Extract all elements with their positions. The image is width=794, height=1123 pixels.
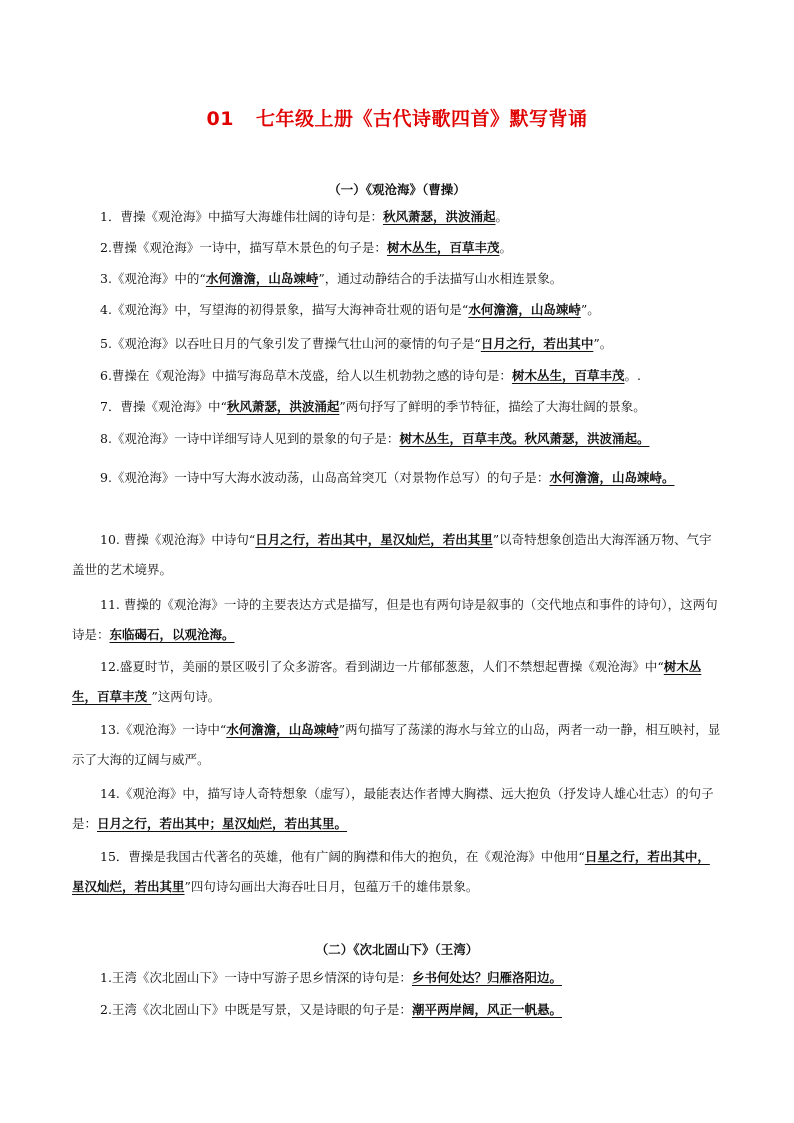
section-heading-1: （一）《观沧海》（曹操） [328,182,466,197]
question-item: 15．曹操是我国古代著名的英雄，他有广阔的胸襟和伟大的抱负，在《观沧海》中他用“日星之行，若出其中，星汉灿烂，若出其里”四句诗勾画出大海吞吐日月，包蕴万千的雄伟景象。 [72,849,710,894]
answer: 东临碣石，以观沧海。 [109,627,235,642]
question-item: 1.王湾《次北固山下》一诗中写游子思乡情深的诗句是：乡书何处达？归雁洛阳边。 [100,970,562,985]
question-item: 8.《观沧海》一诗中详细写诗人见到的景象的句子是：树木丛生，百草丰茂。秋风萧瑟，洪波涌起。 [100,431,650,446]
answer: 日月之行，若出其中，星汉灿烂，若出其里 [255,532,493,547]
question-item: 3.《观沧海》中的“水何澹澹，山岛竦峙”，通过动静结合的手法描写山水相连景象。 [100,271,563,286]
question-item: 13.《观沧海》一诗中“水何澹澹，山岛竦峙”两句描写了荡漾的海水与耸立的山岛，两者一动一静，相互映衬，显示了大海的辽阔与威严。 [72,722,721,767]
answer: 水何澹澹，山岛竦峙 [205,271,319,286]
answer: 树木丛生，百草丰茂。秋风萧瑟，洪波涌起。 [399,431,650,446]
title-number: 01 [206,108,234,130]
page-title [0,104,794,131]
answer: 水何澹澹，山岛竦峙 [468,302,581,317]
answer: 乡书何处达？归雁洛阳边。 [411,970,562,985]
answer: 日星之行，若出其中，星汉灿烂，若出其里 [72,849,710,894]
answer: 日月之行，若出其中；星汉灿烂，若出其里。 [97,816,348,831]
question-item: 11. 曹操的《观沧海》一诗的主要表达方式是描写，但是也有两句诗是叙事的（交代地点和事件的诗句），这两句诗是：东临碣石，以观沧海。 [72,597,718,642]
question-item: 2.曹操《观沧海》一诗中，描写草木景色的句子是：树木丛生，百草丰茂。 [100,240,512,255]
question-item: 14.《观沧海》中，描写诗人奇特想象（虚写），最能表达作者博大胸襟、远大抱负（抒发诗人雄心壮志）的句子是：日月之行，若出其中；星汉灿烂，若出其里。 [72,786,714,831]
question-item: 5.《观沧海》以吞吐日月的气象引发了曹操气壮山河的豪情的句子是“日月之行，若出其中”。 [100,336,613,351]
answer: 水何澹澹，山岛竦峙。 [549,470,675,485]
answer: 树木丛生，百草丰茂 [72,659,702,704]
answer: 水何澹澹，山岛竦峙 [226,722,339,737]
question-item: 2.王湾《次北固山下》中既是写景，又是诗眼的句子是：潮平两岸阔，风正一帆悬。 [100,1002,562,1017]
question-item: 4.《观沧海》中，写望海的初得景象，描写大海神奇壮观的语句是“水何澹澹，山岛竦峙”。 [100,302,600,317]
section-heading-2: （二）《次北固山下》（王湾） [315,942,479,957]
question-item: 12.盛夏时节，美丽的景区吸引了众多游客。看到湖边一片郁郁葱葱，人们不禁想起曹操《观沧海》中“树木丛生，百草丰茂 ”这两句诗。 [72,659,702,704]
answer: 树木丛生，百草丰茂 [511,368,625,383]
answer: 树木丛生，百草丰茂 [386,240,500,255]
question-item: 1．曹操《观沧海》中描写大海雄伟壮阔的诗句是：秋风萧瑟，洪波涌起。 [100,209,508,224]
answer: 潮平两岸阔，风正一帆悬。 [411,1002,562,1017]
title-text: 七年级上册《古代诗歌四首》默写背诵 [255,108,588,130]
answer: 日月之行，若出其中 [480,336,594,351]
question-item: 9.《观沧海》一诗中写大海水波动荡，山岛高耸突兀（对景物作总写）的句子是：水何澹澹，山岛竦峙。 [100,470,675,485]
question-item: 7．曹操《观沧海》中“秋风萧瑟，洪波涌起”两句抒写了鲜明的季节特征，描绘了大海壮阔的景象。 [100,399,646,414]
answer: 秋风萧瑟，洪波涌起 [226,399,340,414]
question-item: 10. 曹操《观沧海》中诗句“日月之行，若出其中，星汉灿烂，若出其里”以奇特想象创造出大海浑涵万物、气宇盖世的艺术境界。 [72,532,712,577]
question-item: 6.曹操在《观沧海》中描写海岛草木茂盛，给人以生机勃勃之感的诗句是：树木丛生，百草丰茂。. [100,368,641,383]
answer: 秋风萧瑟，洪波涌起 [382,209,496,224]
